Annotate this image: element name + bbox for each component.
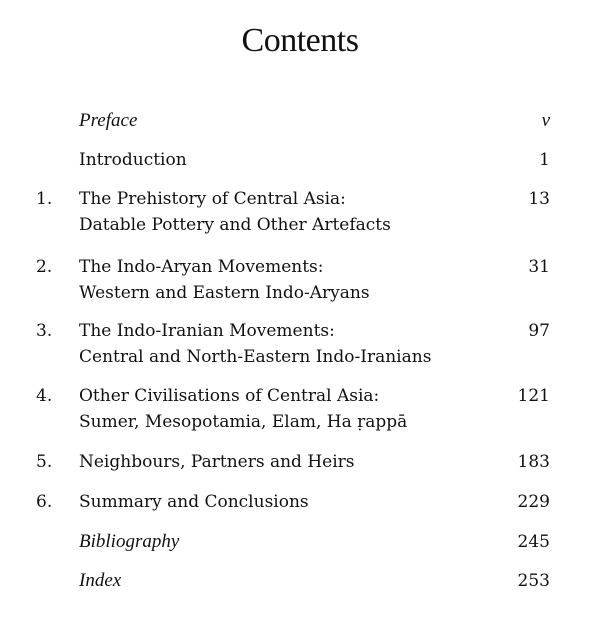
entry-page-number: 97 xyxy=(528,321,550,341)
entry-title xyxy=(79,383,407,435)
entry-title xyxy=(79,108,137,134)
entry-number: 1. xyxy=(36,189,53,209)
entry-title xyxy=(79,318,431,370)
entry-number: 3. xyxy=(36,321,53,341)
entry-title xyxy=(79,254,370,306)
entry-number: 2. xyxy=(36,257,53,277)
entry-title-line: Datable Pottery and Other Artefacts xyxy=(79,215,391,235)
entry-title xyxy=(79,449,355,475)
entry-title xyxy=(79,147,187,173)
entry-title-line: Summary and Conclusions xyxy=(79,492,309,512)
entry-title xyxy=(79,568,121,594)
entry-title-line: Central and North-Eastern Indo-Iranians xyxy=(79,347,432,367)
entry-page-number: v xyxy=(541,110,550,131)
entry-title-line: Preface xyxy=(79,110,138,131)
entry-title xyxy=(79,186,391,238)
entry-title-line: The Indo-Aryan Movements: xyxy=(79,257,324,277)
entry-number: 4. xyxy=(36,386,53,406)
entry-number: 5. xyxy=(36,452,53,472)
entry-title-line: Neighbours, Partners and Heirs xyxy=(79,452,355,472)
entry-title-line: The Prehistory of Central Asia: xyxy=(79,189,346,209)
entry-title-line: Other Civilisations of Central Asia: xyxy=(79,386,380,406)
entry-page-number: 1 xyxy=(539,150,550,170)
entry-page-number: 229 xyxy=(517,492,550,512)
entry-title-line: Sumer, Mesopotamia, Elam, Ha ṛappā xyxy=(79,412,408,432)
entry-page-number: 183 xyxy=(517,452,550,472)
entry-page-number: 121 xyxy=(517,386,550,406)
entry-title xyxy=(79,529,179,555)
entry-title-line: Index xyxy=(79,570,122,591)
entry-page-number: 13 xyxy=(528,189,550,209)
entry-page-number: 245 xyxy=(517,532,550,552)
entry-page-number: 253 xyxy=(517,571,550,591)
entry-title xyxy=(79,489,309,515)
page-title: Contents xyxy=(241,22,359,59)
entry-title-line: Western and Eastern Indo-Aryans xyxy=(79,283,370,303)
entry-title-line: Introduction xyxy=(79,150,187,170)
entry-title-line: The Indo-Iranian Movements: xyxy=(79,321,335,341)
entry-title-line: Bibliography xyxy=(79,531,180,552)
entry-page-number: 31 xyxy=(528,257,550,277)
entry-number: 6. xyxy=(36,492,53,512)
